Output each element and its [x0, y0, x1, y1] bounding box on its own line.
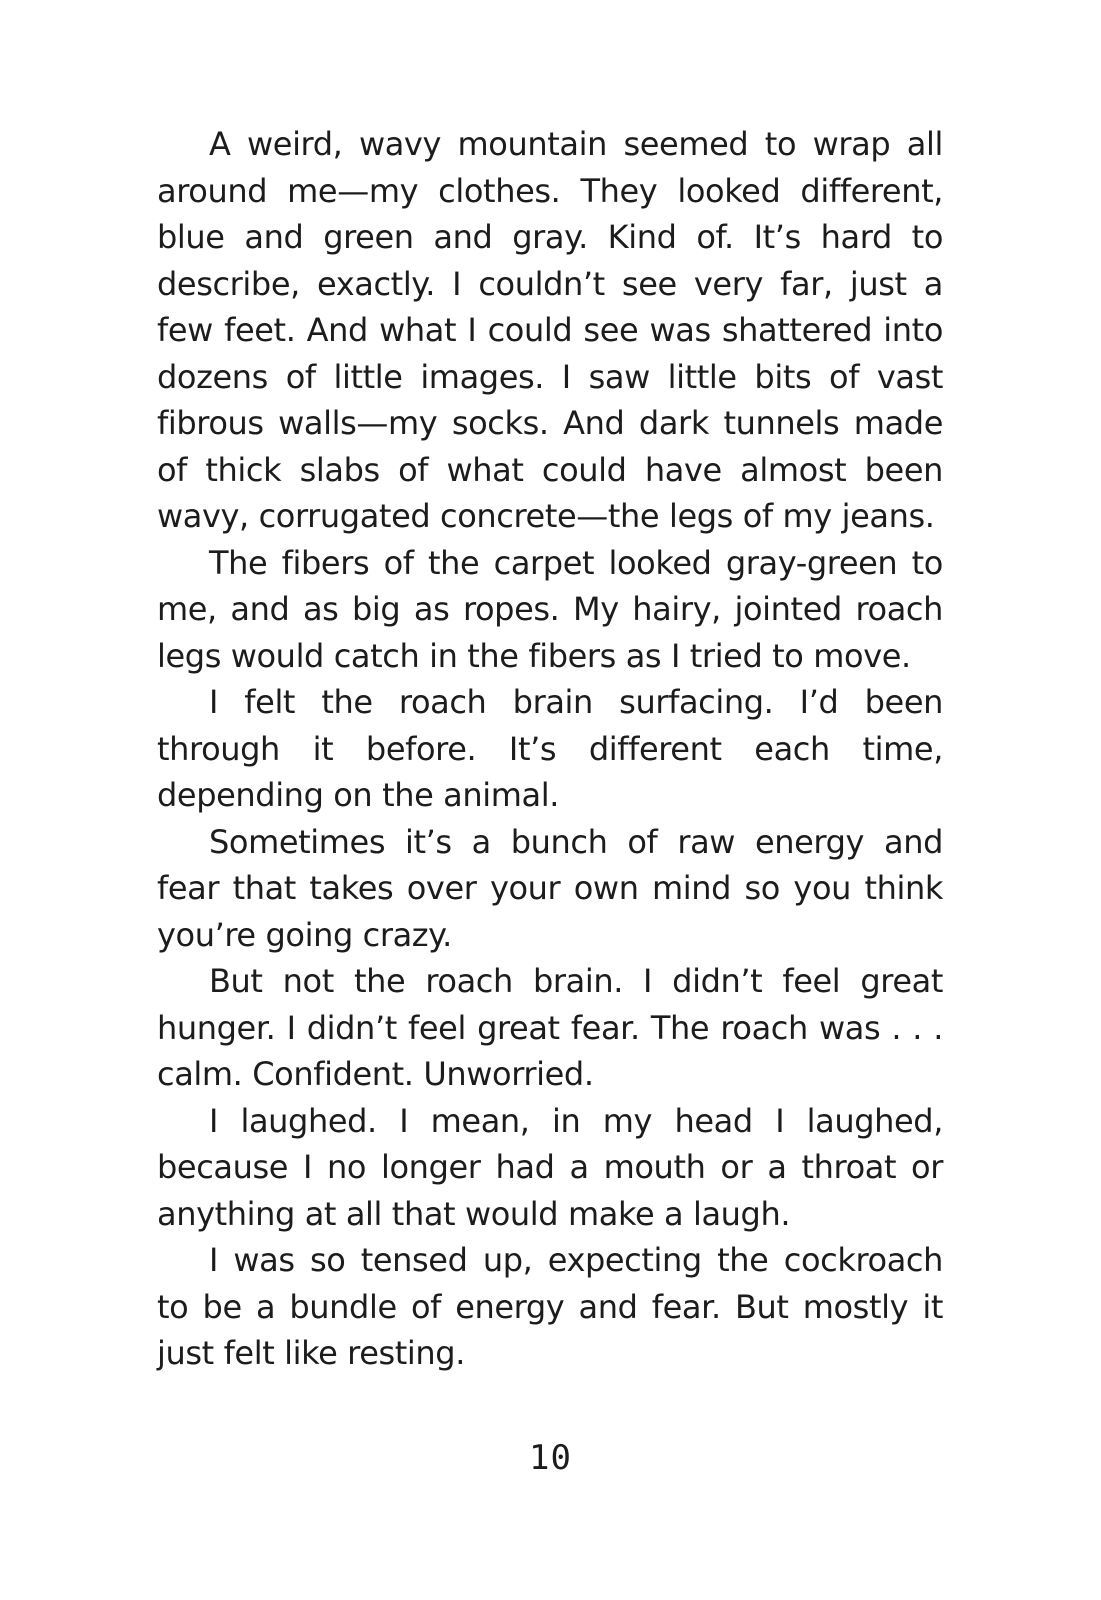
paragraph-1: A weird, wavy mountain seemed to wrap all around me—my clothes. They looked different, blue and green and gray. Kind of. It’s hard to describe, exactly. I couldn’t see very far, just a few feet. And what I could see was shattered into dozens of little images. I saw little bits of vast fibrous walls—my socks. And dark tunnels made of thick slabs of what could have almost been wavy, corrugated concrete—the legs of my jeans.	[157, 125, 943, 535]
paragraph-5: But not the roach brain. I didn’t feel great hunger. I didn’t feel great fear. The roach was . . . calm. Confident. Unworried.	[157, 962, 943, 1093]
paragraph-2: The fibers of the carpet looked gray-green to me, and as big as ropes. My hairy, jointed roach legs would catch in the fibers as I tried to move.	[157, 543, 943, 675]
body-text	[157, 121, 943, 1377]
page-number: 10	[529, 1438, 572, 1478]
paragraph-4: Sometimes it’s a bunch of raw energy and fear that takes over your own mind so you think you’re going crazy.	[157, 822, 943, 954]
paragraph-7: I was so tensed up, expecting the cockroach to be a bundle of energy and fear. But mostly it just felt like resting.	[157, 1241, 943, 1372]
paragraph-6: I laughed. I mean, in my head I laughed, because I no longer had a mouth or a throat or anything at all that would make a laugh.	[157, 1101, 943, 1233]
paragraph-3: I felt the roach brain surfacing. I’d been through it before. It’s different each time, depending on the animal.	[157, 683, 943, 814]
